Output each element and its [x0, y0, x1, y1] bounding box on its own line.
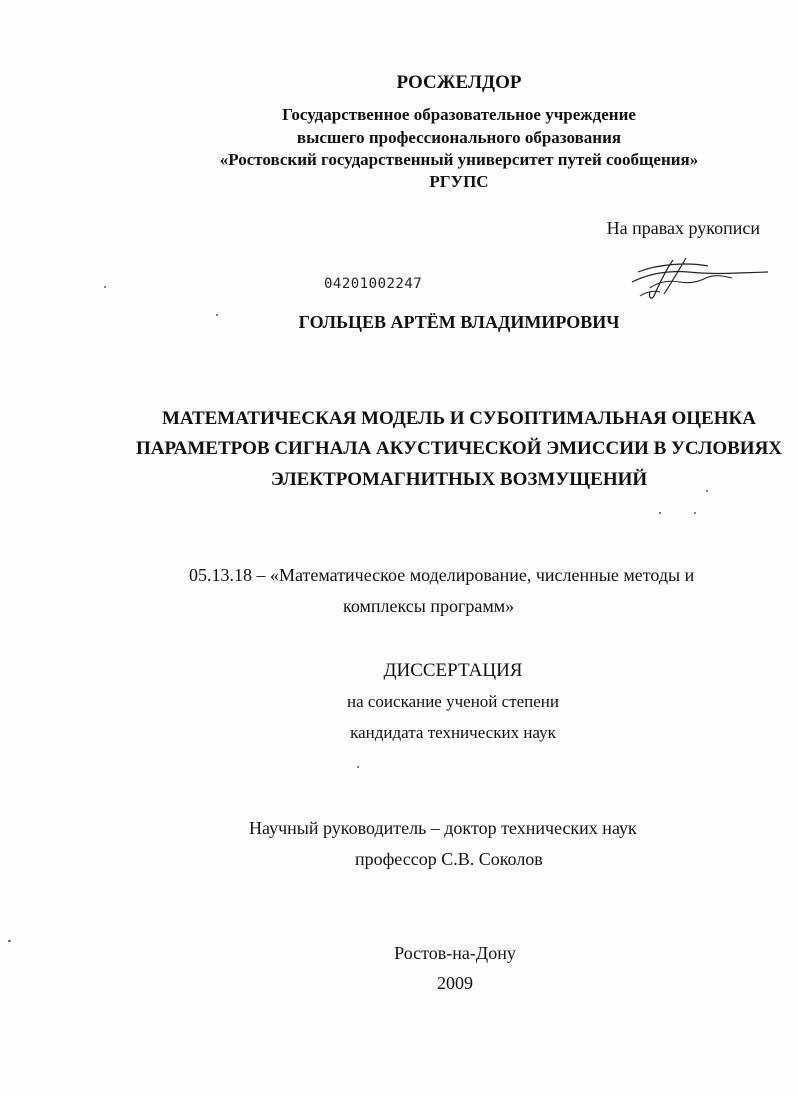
scan-speck: [8, 940, 11, 942]
title-line-2: ПАРАМЕТРОВ СИГНАЛА АКУСТИЧЕСКОЙ ЭМИССИИ В УСЛОВИЯХ: [135, 438, 783, 459]
supervisor-line-2: профессор С.В. Соколов: [355, 849, 543, 869]
author-name: ГОЛЬЦЕВ АРТЁМ ВЛАДИМИРОВИЧ: [298, 312, 620, 332]
city: Ростов-на-Дону: [394, 943, 516, 963]
scan-speck: [706, 490, 708, 492]
rights-note: На правах рукописи: [606, 218, 760, 238]
scan-speck: [104, 286, 106, 288]
scan-speck: [659, 512, 661, 514]
institution-line-1: Государственное образовательное учреждение: [282, 105, 636, 124]
supervisor-line-1: Научный руководитель – доктор технических наук: [249, 818, 637, 838]
degree-type: ДИССЕРТАЦИЯ: [383, 660, 523, 681]
year: 2009: [437, 973, 473, 993]
specialty-line-1: 05.13.18 – «Математическое моделирование, численные методы и: [189, 565, 695, 585]
title-line-3: ЭЛЕКТРОМАГНИТНЫХ ВОЗМУЩЕНИЙ: [270, 469, 648, 490]
signature-image: [628, 252, 770, 302]
registration-number: 04201002247: [324, 276, 423, 292]
scan-speck: [357, 766, 359, 768]
degree-line-3: кандидата технических наук: [350, 723, 556, 742]
institution-abbr: РГУПС: [429, 172, 489, 191]
title-line-1: МАТЕМАТИЧЕСКАЯ МОДЕЛЬ И СУБОПТИМАЛЬНАЯ ОЦЕНКА: [161, 408, 757, 429]
specialty-line-2: комплексы программ»: [343, 596, 515, 616]
scan-speck: [694, 512, 696, 514]
institution-line-2: высшего профессионального образования: [296, 128, 622, 147]
institution-line-3: «Ростовский государственный университет путей сообщения»: [219, 150, 699, 169]
scan-speck: [216, 314, 218, 316]
degree-line-2: на соискание ученой степени: [346, 692, 560, 711]
org-name: РОСЖЕЛДОР: [396, 72, 522, 93]
